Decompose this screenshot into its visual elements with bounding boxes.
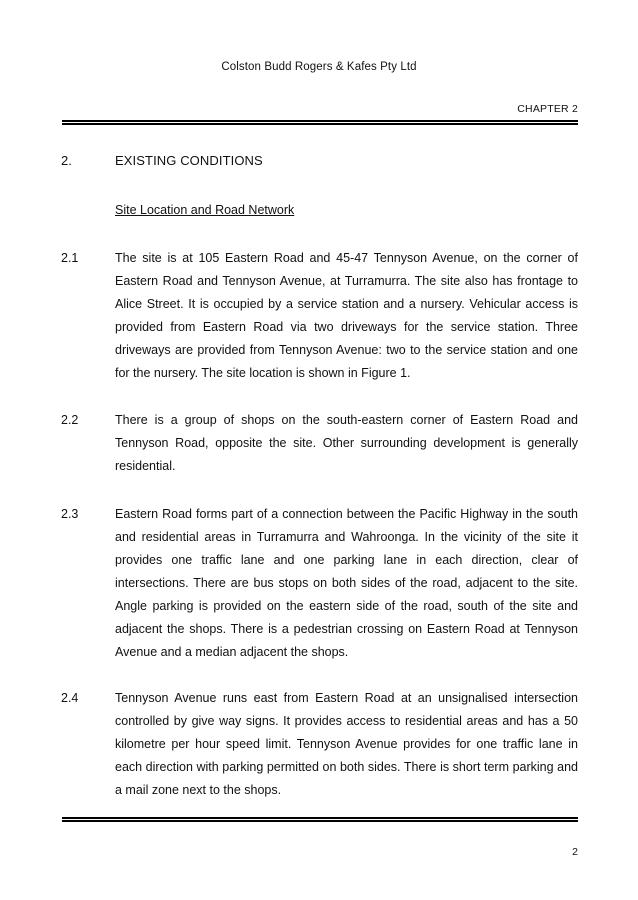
company-header: Colston Budd Rogers & Kafes Pty Ltd <box>221 61 417 73</box>
paragraph-text: The site is at 105 Eastern Road and 45-47 Tennyson Avenue, on the corner of Eastern Road and Tennyson Avenue, at Turramurra. The site also has frontage to Alice Street. It is occupied by a service station and a nursery. Vehicular access is provided from Eastern Road via two driveways for the service station. Three driveways are provided from Tennyson Avenue: two to the service station and one for the nursery. The site location is shown in Figure 1. <box>115 251 578 380</box>
paragraph <box>61 409 578 478</box>
header-double-rule <box>62 120 578 125</box>
paragraph-text: Eastern Road forms part of a connection between the Pacific Highway in the south and residential areas in Turramurra and Wahroonga. In the vicinity of the site it provides one traffic lane and one parking lane in each direction, clear of intersections. There are bus stops on both sides of the road, adjacent to the site. Angle parking is provided on the eastern side of the road, south of the site and adjacent the shops. There is a pedestrian crossing on Eastern Road at Tennyson Avenue and a median adjacent the shops. <box>115 507 578 659</box>
footer-double-rule <box>62 817 578 822</box>
section-number: 2. <box>61 153 72 168</box>
subheading: Site Location and Road Network <box>115 203 295 217</box>
chapter-label: CHAPTER 2 <box>517 103 578 115</box>
paragraph-number: 2.1 <box>61 251 79 265</box>
paragraph-text: There is a group of shops on the south-eastern corner of Eastern Road and Tennyson Road, opposite the site. Other surrounding development is generally residential. <box>115 413 578 473</box>
page-number: 2 <box>572 846 578 858</box>
paragraph <box>61 687 578 802</box>
paragraph <box>61 247 578 385</box>
paragraph-number: 2.2 <box>61 413 79 427</box>
paragraph-text: Tennyson Avenue runs east from Eastern Road at an unsignalised intersection controlled by give way signs. It provides access to residential areas and has a 50 kilometre per hour speed limit. Tennyson Avenue provides for one traffic lane in each direction with parking permitted on both sides. There is short term parking and a mail zone next to the shops. <box>115 691 578 797</box>
paragraph-number: 2.3 <box>61 507 79 521</box>
paragraph-number: 2.4 <box>61 691 79 705</box>
section-title: EXISTING CONDITIONS <box>115 153 263 168</box>
paragraph <box>61 503 578 664</box>
